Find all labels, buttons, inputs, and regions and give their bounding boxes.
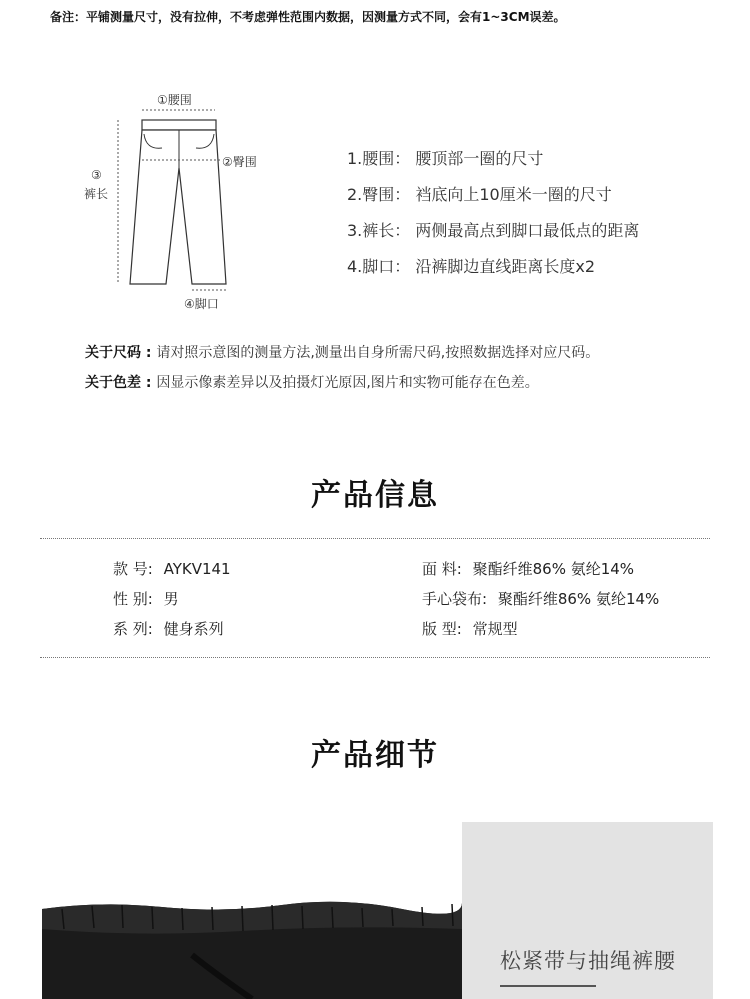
measure-hip: 2.臀围： 裆底向上10厘米一圈的尺寸 <box>347 185 612 204</box>
length-number: ③ <box>91 168 102 182</box>
pants-measurement-diagram <box>80 88 280 318</box>
info-pocket-lining <box>422 588 659 609</box>
pants-outline-illustration <box>80 88 280 318</box>
product-info-title: 产品信息 <box>311 478 439 513</box>
divider-top <box>40 538 710 539</box>
waistband-photo <box>42 895 462 999</box>
info-value: 健身系列 <box>163 620 224 638</box>
measure-length: 3.裤长： 两侧最高点到脚口最低点的距离 <box>347 221 640 240</box>
info-label: 手心袋布: <box>422 590 488 608</box>
info-value: AYKV141 <box>163 560 231 578</box>
about-size <box>85 342 599 362</box>
about-color-text: 因显示像素差异以及拍摄灯光原因,图片和实物可能存在色差。 <box>156 375 539 391</box>
info-label: 版 型: <box>422 620 462 638</box>
info-gender <box>113 588 179 609</box>
about-color <box>85 372 539 392</box>
waist-label: ①腰围 <box>157 93 192 107</box>
measure-hem: 4.脚口： 沿裤脚边直线距离长度x2 <box>347 257 596 276</box>
hip-label: ②臀围 <box>222 155 257 169</box>
info-value: 常规型 <box>472 620 518 638</box>
measurement-definitions <box>347 148 639 292</box>
info-label: 款 号: <box>113 560 153 578</box>
info-value: 男 <box>163 590 179 608</box>
info-value: 聚酯纤维86% 氨纶14% <box>497 590 660 608</box>
caption-underline <box>500 985 596 987</box>
info-style-no <box>113 558 231 579</box>
about-size-label: 关于尺码 : <box>85 345 157 361</box>
info-label: 面 料: <box>422 560 462 578</box>
about-size-text: 请对照示意图的测量方法,测量出自身所需尺码,按照数据选择对应尺码。 <box>156 345 600 361</box>
info-value: 聚酯纤维86% 氨纶14% <box>472 560 635 578</box>
product-detail-title: 产品细节 <box>311 738 439 773</box>
info-fabric <box>422 558 634 579</box>
hem-label: ④脚口 <box>184 297 219 311</box>
detail-caption: 松紧带与抽绳裤腰 <box>500 949 676 973</box>
length-label: 裤长 <box>84 187 109 201</box>
info-label: 系 列: <box>113 620 153 638</box>
info-label: 性 别: <box>113 590 153 608</box>
measurement-note: 备注：平铺测量尺寸，没有拉伸，不考虑弹性范围内数据，因测量方式不同，会有1~3CM误差。 <box>50 10 566 24</box>
info-fit <box>422 618 518 639</box>
about-color-label: 关于色差 : <box>85 375 157 391</box>
divider-bottom <box>40 657 710 658</box>
measure-waist: 1.腰围： 腰顶部一圈的尺寸 <box>347 149 544 168</box>
info-series <box>113 618 224 639</box>
